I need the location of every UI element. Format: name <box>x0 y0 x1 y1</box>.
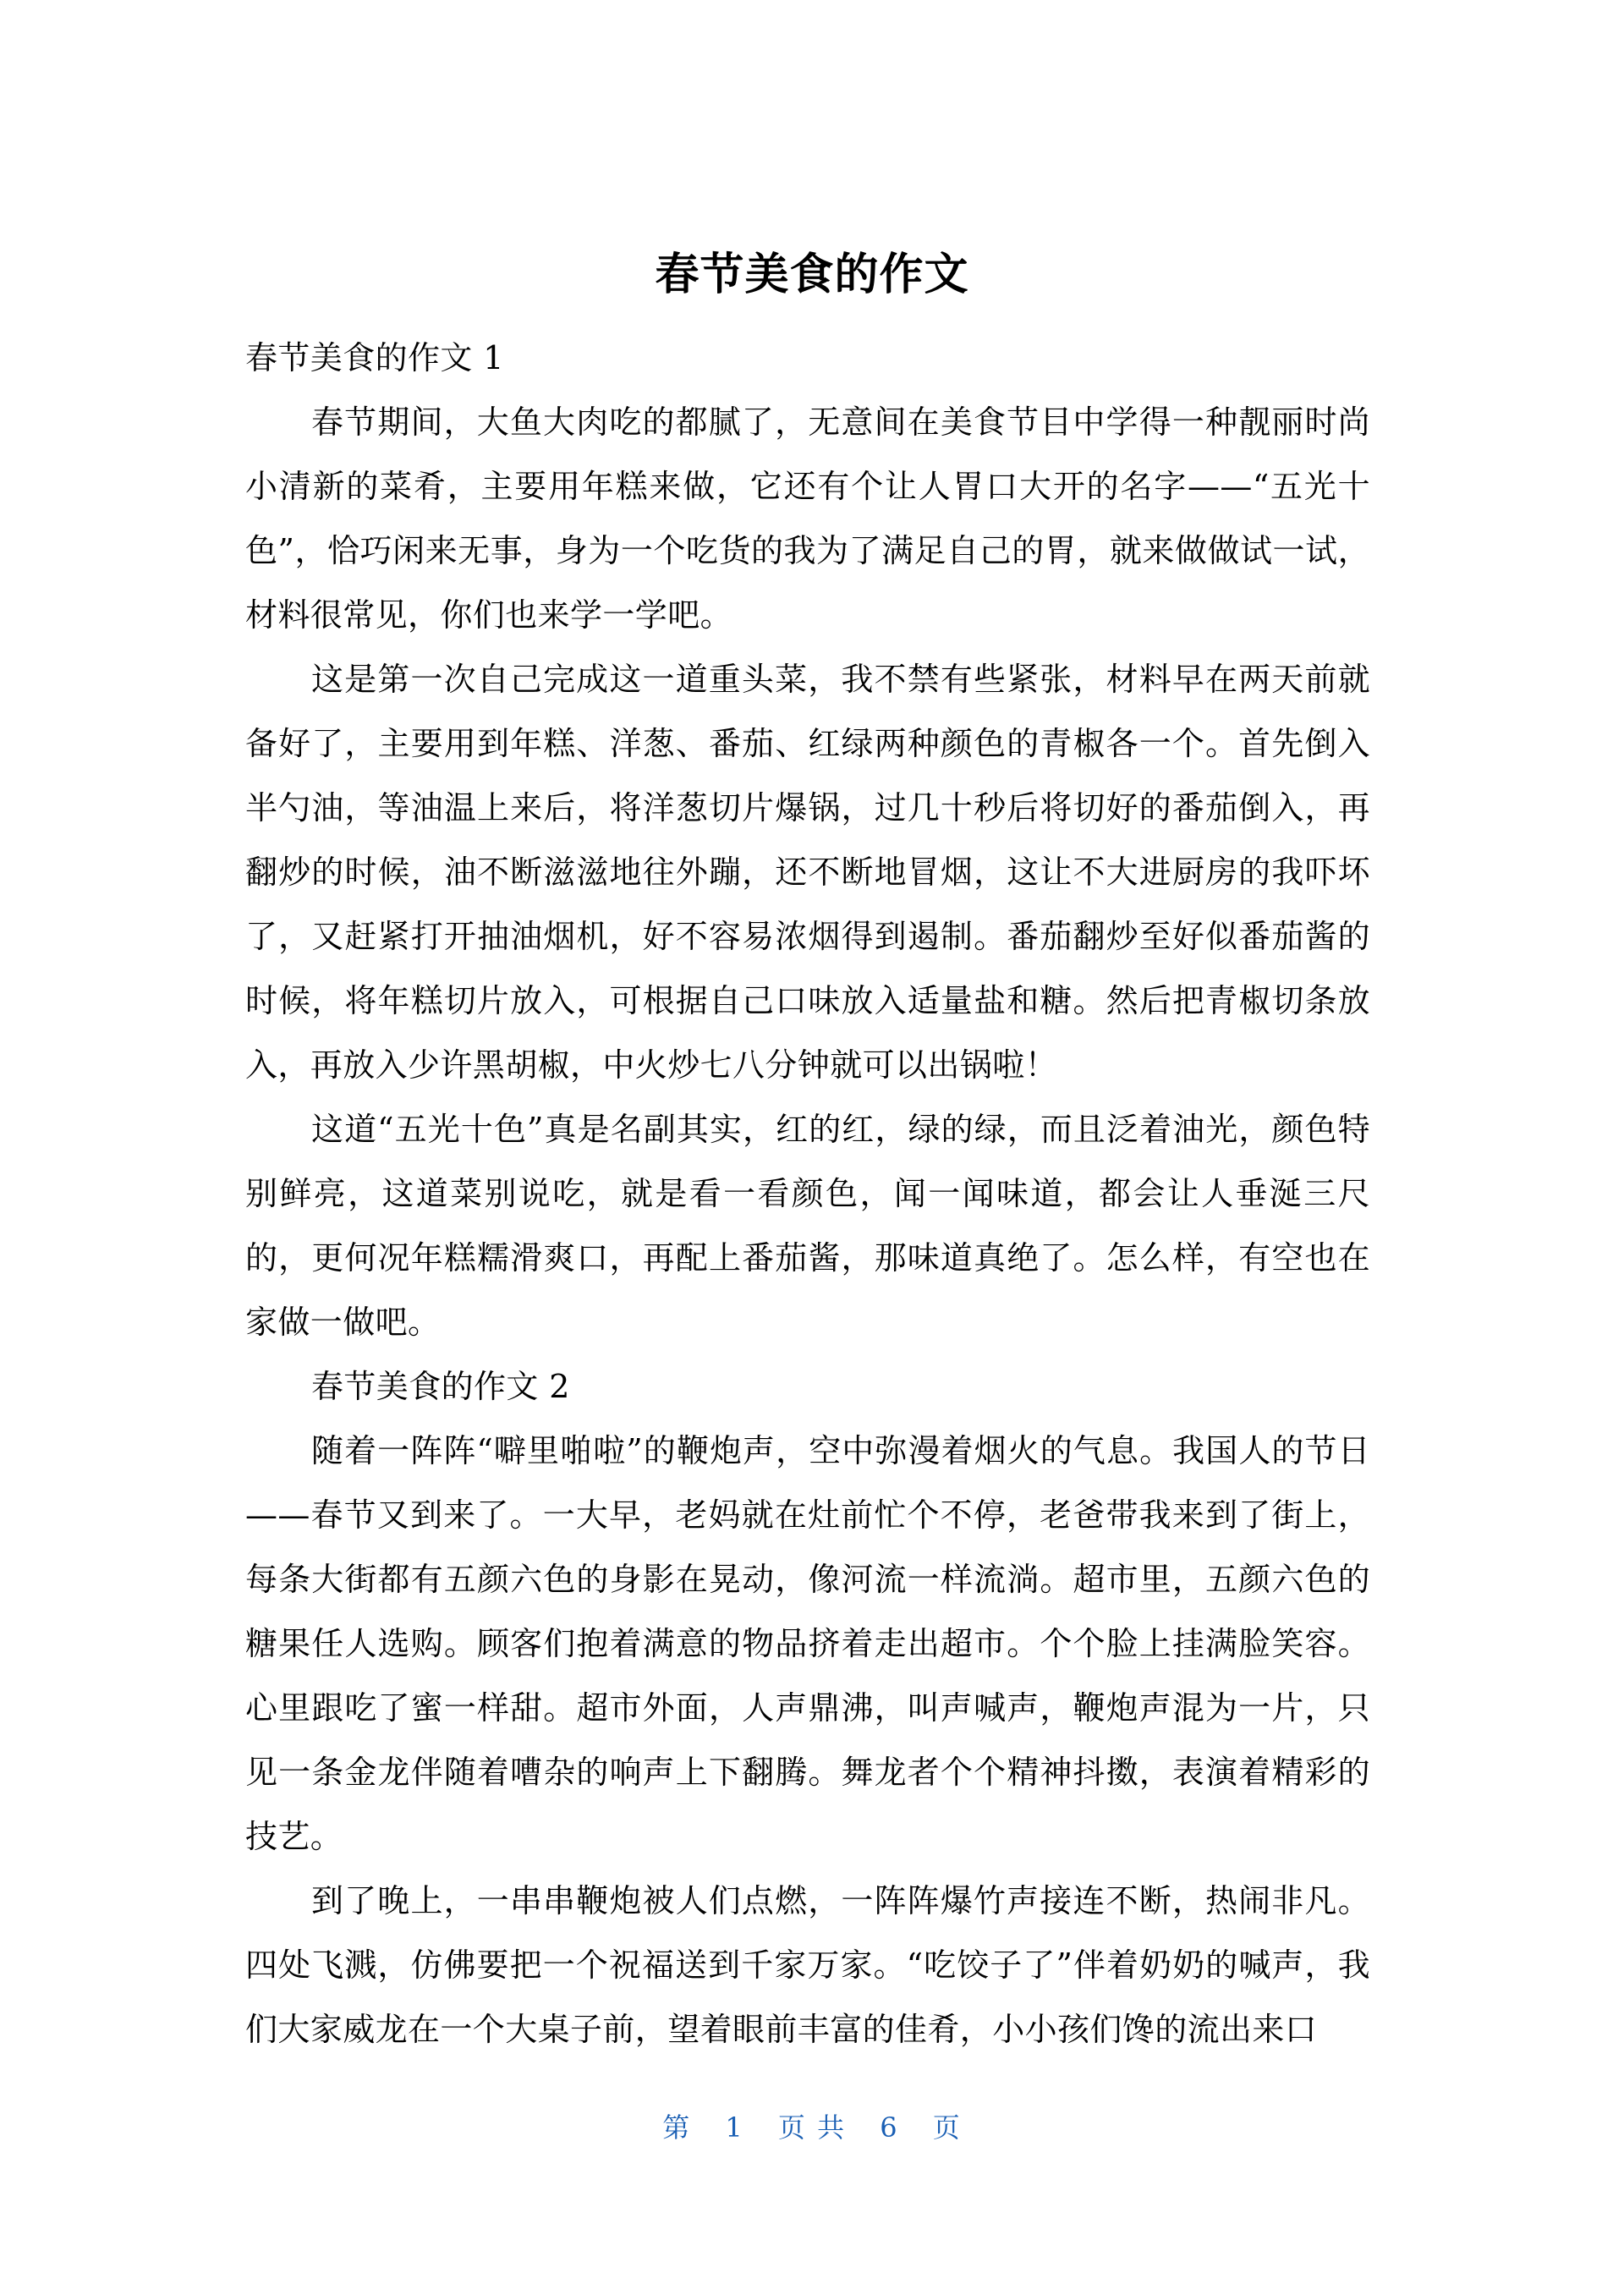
footer-current-page: 1 <box>725 2111 744 2144</box>
document-body <box>245 326 1370 2062</box>
footer-total-pages: 6 <box>880 2111 899 2144</box>
document-title: 春节美食的作文 <box>655 250 969 300</box>
paragraph: 春节期间，大鱼大肉吃的都腻了，无意间在美食节目中学得一种靓丽时尚小清新的菜肴，主要用年糕来做，它还有个让人胃口大开的名字——“五光十色”，恰巧闲来无事，身为一个吃货的我为了满足自己的胃，就来做做试一试，材料很常见，你们也来学一学吧。 <box>245 404 1370 634</box>
section-heading-2: 春节美食的作文 2 <box>311 1368 570 1405</box>
page-footer <box>0 2106 1624 2149</box>
paragraph: 这是第一次自己完成这一道重头菜，我不禁有些紧张，材料早在两天前就备好了，主要用到年糕、洋葱、番茄、红绿两种颜色的青椒各一个。首先倒入半勺油，等油温上来后，将洋葱切片爆锅，过几十秒后将切好的番茄倒入，再翻炒的时候，油不断滋滋地往外蹦，还不断地冒烟，这让不大进厨房的我吓坏了，又赶紧打开抽油烟机，好不容易浓烟得到遏制。番茄翻炒至好似番茄酱的时候，将年糕切片放入，可根据自己口味放入适量盐和糖。然后把青椒切条放入，再放入少许黑胡椒，中火炒七八分钟就可以出锅啦！ <box>245 661 1370 1084</box>
footer-of-label: 页 共 <box>777 2111 847 2144</box>
footer-page-label: 第 <box>662 2111 692 2144</box>
paragraph: 这道“五光十色”真是名副其实，红的红，绿的绿，而且泛着油光，颜色特别鲜亮，这道菜别说吃，就是看一看颜色，闻一闻味道，都会让人垂涎三尺的，更何况年糕糯滑爽口，再配上番茄酱，那味道真绝了。怎么样，有空也在家做一做吧。 <box>245 1111 1370 1341</box>
paragraph: 到了晚上，一串串鞭炮被人们点燃，一阵阵爆竹声接连不断，热闹非凡。四处飞溅，仿佛要把一个祝福送到千家万家。“吃饺子了”伴着奶奶的喊声，我们大家威龙在一个大桌子前，望着眼前丰富的佳肴，小小孩们馋的流出来口 <box>245 1882 1370 2048</box>
section-heading-1: 春节美食的作文 1 <box>245 339 504 376</box>
paragraph: 随着一阵阵“噼里啪啦”的鞭炮声，空中弥漫着烟火的气息。我国人的节日——春节又到来了。一大早，老妈就在灶前忙个不停，老爸带我来到了街上，每条大街都有五颜六色的身影在晃动，像河流一样流淌。超市里，五颜六色的糖果任人选购。顾客们抱着满意的物品挤着走出超市。个个脸上挂满脸笑容。心里跟吃了蜜一样甜。超市外面，人声鼎沸，叫声喊声，鞭炮声混为一片，只见一条金龙伴随着嘈杂的响声上下翻腾。舞龙者个个精神抖擞，表演着精彩的技艺。 <box>245 1432 1370 1855</box>
footer-end-label: 页 <box>932 2111 962 2144</box>
